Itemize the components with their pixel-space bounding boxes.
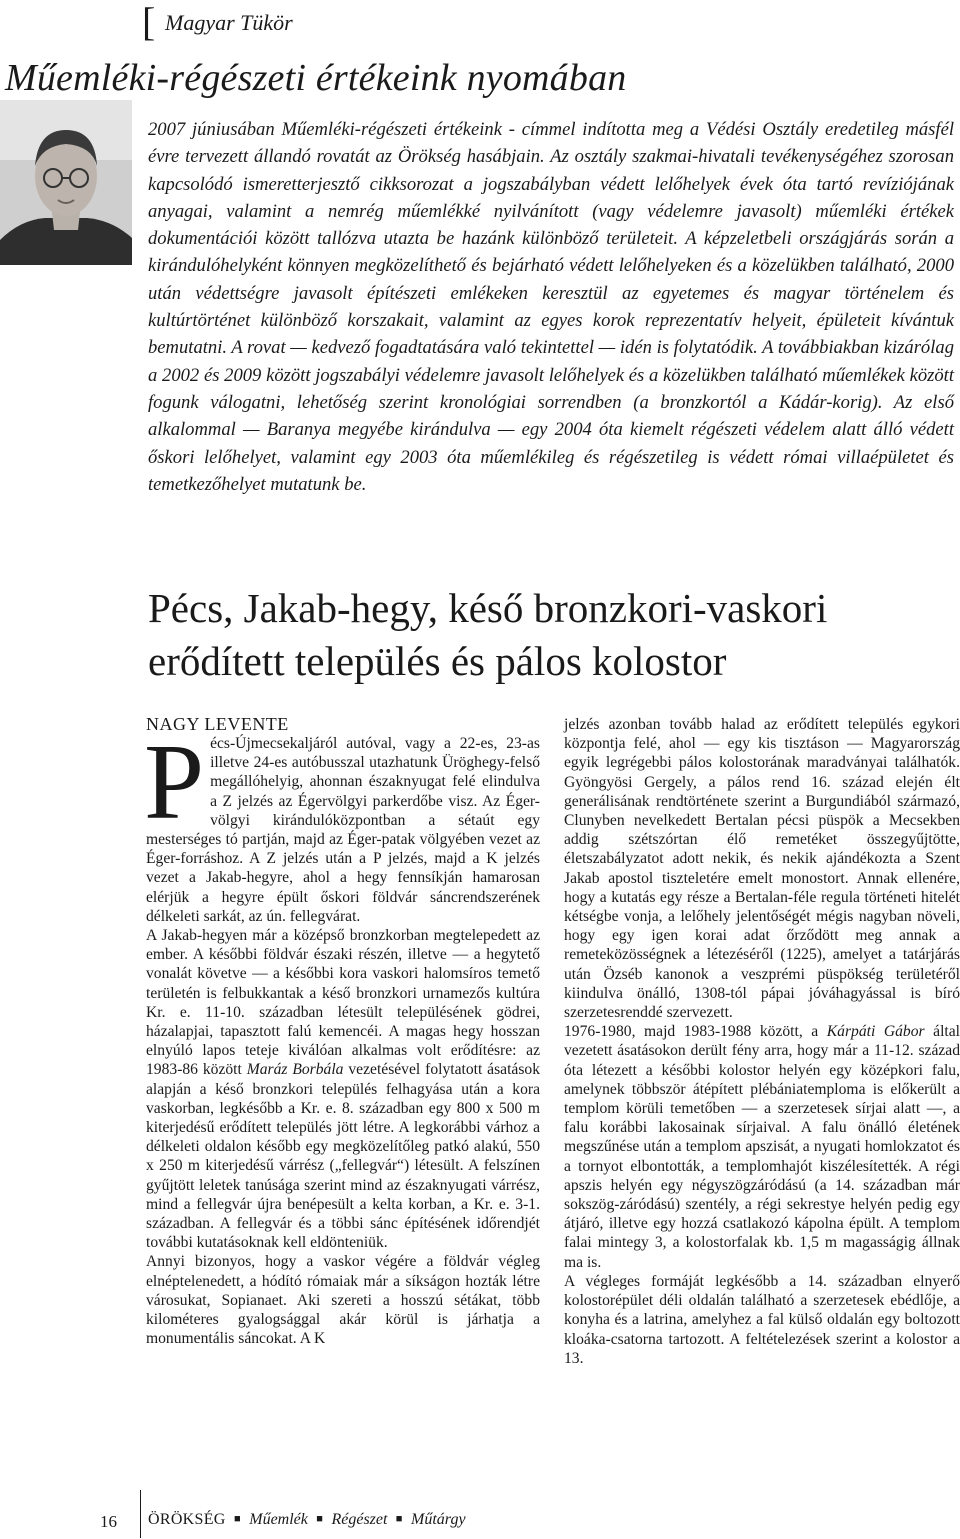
author-portrait [0, 100, 132, 265]
paragraph: Annyi bizonyos, hogy a vaskor végére a földvár végleg elnéptelenedett, a hódító rómaiak már a síkságon hozták létre városukat, Sopianaet. Aki szereti a hosszú sétákat, több kilométeres gyalogsággal akár körül is járhatja a monumentális sáncokat. A K [146, 1253, 540, 1348]
portrait-illustration [0, 100, 132, 265]
series-title: Műemléki-régészeti értékeink nyomában [5, 57, 627, 99]
article-column-right [564, 715, 960, 1368]
footer-divider [140, 1490, 141, 1538]
separator-icon: ■ [316, 1513, 324, 1525]
paragraph-text: écs-Újmecsekaljáról autóval, vagy a 22-es, 23-as illetve 24-es autóbusszal utazhatunk Üröghegy-felső megállóhelyig, ahonnan északnyugat felé elindulva a Z jelzés az Égervölgyi parkerdőbe visz. Az Éger-völgyi kirándulóközpontban a sétaút egy mesterséges tó partján, majd az Éger-patak völgyében vezet az Éger-forráshoz. A Z jelzés után a P jelzés, majd a K jelzés vezet a Jakab-hegyre, ahol a hegy fennsíkján hamarosan elérjük a hegyre épült őskori földvár sáncrendszerének délkeleti sarkát, az ún. fellegvárat. [146, 735, 540, 925]
section-label: Magyar Tükör [165, 10, 293, 35]
drop-cap: P [144, 723, 205, 842]
paragraph-text: által vezetett ásatásokon derült fény arra, hogy már a 11-12. század óta létezett a későbbi kolostor helyén egy középkori falu, amelynek többször átépített plébániatemploma is előkerült a templom körüli temetőben — a szerzetesek sírjai alatt —, a falu korábbi lakosainak sírjaival. A falu önálló életének megszűnése után a templom apszisát, a nyugati homlokzatot és a tornyot elbontották, a templomhajót kiszélesítették. A régi apszis helyén egy négyszögzáródású (a 14. században már sokszög-záródású) szentély, a régi sekrestye helyén pedig egy átjáró, illetve egy hozzá csatlakozó kápolna épült. A templom falai mintegy 3, a kolostorfalak kb. 1,5 m magasságig állnak ma is. [564, 1023, 960, 1271]
separator-icon: ■ [233, 1513, 241, 1525]
series-intro: 2007 júniusában Műemléki-régészeti értékeink - címmel indította meg a Védési Osztály eredetileg másfél évre tervezett állandó rovatát az Örökség hasábjain. Az osztály szakmai-hivatali tevékenységéhez szorosan kapcsolódó ismeretterjesztő cikksorozat a jogszabályban védett lelőhelyek évek óta tartó revíziójának anyagai, valamint a nemrég műemlékké nyilvánított (vagy védelemre javasolt) műemléki értékek dokumentációi között tallózva utazta be hazánk különböző területeit. A képzeletbeli országjárás során a kirándulóhelyként könnyen megközelíthető és bejárható védett lelőhelyeken és a közelükben található, 2000 után védettségre javasolt építészeti emlékeken keresztül az egyetemes és magyar történelem és kultúrtörténet különböző korszakait, valamint az egyes korok reprezentatív helyeit, épületeit kívántuk bemutatni. A rovat — kedvező fogadtatására való tekintettel — idén is folytatódik. A továbbiakban kizárólag a 2002 és 2009 között jogszabályi védelemre javasolt lelőhelyek és a közelükben található műemlékek között fogunk válogatni, lehetőség szerint kronológiai sorrendben (a bronzkortól a Kádár-korig). Az első alkalommal — Baranya megyébe kirándulva — egy 2004 óta kiemelt régészeti védelem alatt álló védett őskori lelőhelyet, valamint egy 2003 óta műemlékileg és régészetileg is védett római villaépületet és temetkezőhelyet mutatunk be. [148, 119, 954, 495]
paragraph: A végleges formáját legkésőbb a 14. században elnyerő kolostorépület déli oldalán található a szerzetesek ebédlője, a konyha és a latrina, amelyhez a fal külső oldalán egy boltozott kloáka-csatorna tartozott. A feltételezések szerint a kolostor a 13. [564, 1272, 960, 1367]
article-author: NAGY LEVENTE [146, 714, 289, 734]
paragraph [564, 1022, 960, 1272]
person-name: Maráz Borbála [246, 1061, 344, 1079]
footer-category: Műtárgy [411, 1511, 466, 1528]
person-name: Kárpáti Gábor [826, 1023, 925, 1041]
paragraph-text: vezetésével folytatott ásatások alapján a késő bronzkori település felhagyása után a kora vaskorban, legkésőbb a Kr. e. 8. században egy 800 x 500 m kiterjedésű erődített település jött létre. A legkorábbi várhoz a délkeleti oldalon később egy megközelítőleg patkó alakú, 550 x 250 m kiterjedésű várrész („fellegvár“) létesült. A felszínen gyűjtött leletek tanúsága szerint mind az északnyugati várrész, mind a fellegvár újra benépesült a kelta korban, a Kr. e. 3-1. században. A fellegvár és a többi sánc építésének időrendjét további kutatásoknak kell eldönteniük. [146, 1061, 541, 1252]
footer-masthead [148, 1511, 466, 1529]
footer-category: Régészet [331, 1511, 388, 1528]
paragraph [146, 926, 540, 1252]
paragraph-text: A Jakab-hegyen már a középső bronzkorban megtelepedett az ember. A későbbi földvár északi részén, illetve — a hegytető vonalát követve — a későbbi kora vaskori halomsíros temető területén is felbukkantak a késő bronzkori urnamezős kultúra Kr. e. 11-10. században létesült településének gödrei, házalapjai, tapasztott falú kemencéi. A magas hegy hosszan elnyúló lapos teteje kiválóan alkalmas volt erődítésre: az 1983-86 között [146, 927, 540, 1079]
page-number: 16 [100, 1512, 117, 1531]
separator-icon: ■ [395, 1513, 403, 1525]
paragraph-text: 1976-1980, majd 1983-1988 között, a [564, 1023, 827, 1041]
magazine-name: ÖRÖKSÉG [148, 1511, 226, 1528]
section-bracket: [ [142, 0, 156, 44]
article-title: Pécs, Jakab-hegy, késő bronzkori-vaskori erődített település és pálos kolostor [148, 585, 828, 684]
footer-category: Műemlék [249, 1511, 308, 1528]
paragraph: jelzés azonban tovább halad az erődített település egykori központja felé, ahol — egy kis tisztáson — Magyarország egyik legrégebbi pálos kolostorának maradványai találhatók. Gyöngyösi Gergely, a pálos rend 16. század elején élt generálisának rendtörténete szerint a Burgundiából származó, Clunyben nevelkedett Bertalan pécsi püspök a Mecsekben addig szétszórtan élő remetéket összegyűjtötte, életszabályzatot adott nekik, és nekik ajándékozta a Szent Jakab apostol tiszteletére emelt monostort. Annak ellenére, hogy a kutatás egy része a Bertalan-féle regula történeti hitelét kétségbe vonja, a lelőhely jelentőségét mégis nagyban növeli, hogy egy igen korai adat őrződött meg annak a remeteközösségnek a létezéséről (1225), amelyet a tatárjárás után Özséb kanonok a veszprémi püspökség területéről kiindulva önálló, 1308-tól pápai jóváhagyással is bíró szerzetesrenddé szervezett. [564, 716, 960, 1022]
